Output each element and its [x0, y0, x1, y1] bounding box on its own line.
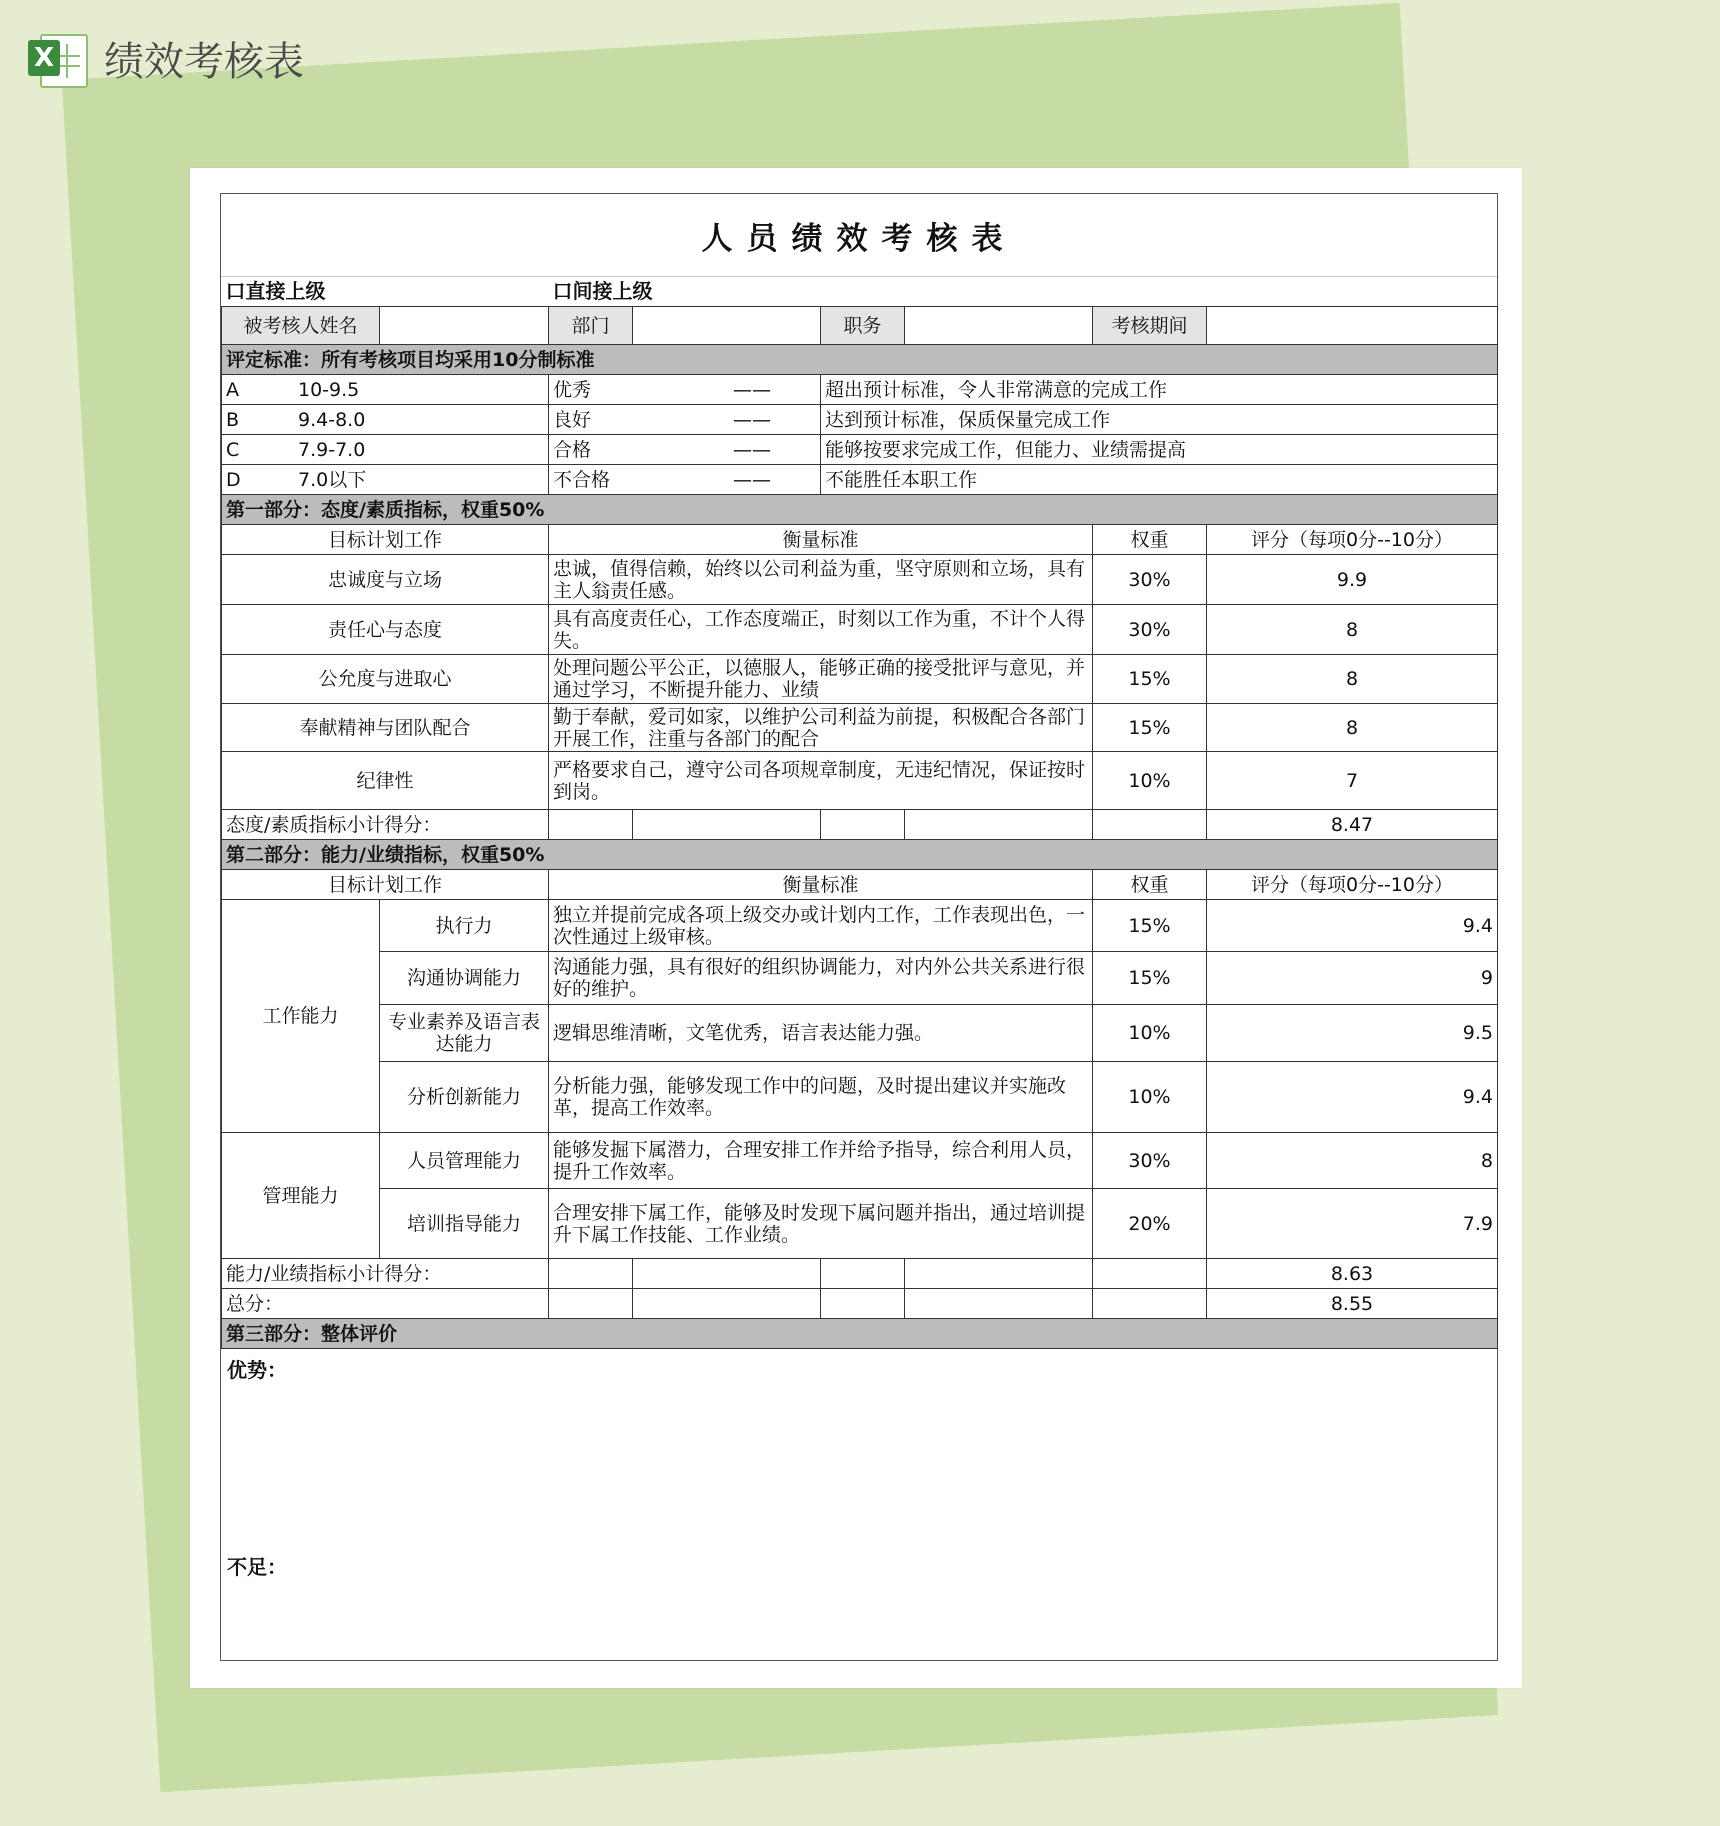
- position-field[interactable]: [905, 307, 1093, 345]
- dept-field[interactable]: [633, 307, 821, 345]
- check-indirect-superior[interactable]: 口间接上级: [552, 279, 653, 303]
- part2-group-management: 管理能力: [222, 1133, 380, 1259]
- grade-desc: 达到预计标准，保质保量完成工作: [821, 405, 1498, 435]
- part2-weight: 10%: [1093, 1062, 1207, 1133]
- part2-row: [222, 1005, 1498, 1062]
- app-header: [28, 26, 304, 90]
- grade-name: 优秀: [553, 378, 592, 401]
- period-field[interactable]: [1207, 307, 1498, 345]
- grade-code: C: [226, 438, 240, 461]
- part2-row: [222, 1062, 1498, 1133]
- part1-standard: 具有高度责任心，工作态度端正，时刻以工作为重，不计个人得失。: [549, 605, 1093, 655]
- part1-subtotal: 8.47: [1207, 810, 1498, 840]
- part1-row: [222, 555, 1498, 605]
- grade-code: A: [226, 378, 239, 401]
- total-score: 8.55: [1207, 1289, 1498, 1319]
- part2-item: 培训指导能力: [380, 1189, 549, 1259]
- part1-col-weight: 权重: [1093, 525, 1207, 555]
- part1-score[interactable]: 9.9: [1207, 555, 1498, 605]
- position-label: 职务: [821, 307, 905, 345]
- grade-row: [222, 435, 1498, 465]
- part1-standard: 忠诚，值得信赖，始终以公司利益为重，坚守原则和立场，具有主人翁责任感。: [549, 555, 1093, 605]
- form-table: [221, 276, 1498, 1349]
- grade-row: [222, 465, 1498, 495]
- part1-row: [222, 752, 1498, 810]
- part1-row: [222, 605, 1498, 655]
- part1-standard: 处理问题公平公正，以德服人，能够正确的接受批评与意见，并通过学习，不断提升能力、业绩: [549, 655, 1093, 704]
- part2-standard: 能够发掘下属潜力，合理安排工作并给予指导，综合利用人员，提升工作效率。: [549, 1133, 1093, 1189]
- grade-name: 良好: [553, 408, 592, 431]
- part1-row: [222, 655, 1498, 704]
- dept-label: 部门: [549, 307, 633, 345]
- part2-item: 沟通协调能力: [380, 952, 549, 1005]
- part2-score[interactable]: 7.9: [1207, 1189, 1498, 1259]
- name-field[interactable]: [380, 307, 549, 345]
- grade-row: [222, 405, 1498, 435]
- part2-score[interactable]: 9: [1207, 952, 1498, 1005]
- weakness-label: 不足：: [227, 1555, 287, 1579]
- part2-subtotal-label: 能力/业绩指标小计得分：: [222, 1259, 549, 1289]
- part3-header: 第三部分：整体评价: [222, 1319, 1498, 1349]
- part2-score[interactable]: 9.5: [1207, 1005, 1498, 1062]
- part2-header: 第二部分：能力/业绩指标，权重50%: [222, 840, 1498, 870]
- part2-item: 专业素养及语言表达能力: [380, 1005, 549, 1062]
- part2-row: [222, 1189, 1498, 1259]
- part1-item: 责任心与态度: [222, 605, 549, 655]
- grade-row: [222, 375, 1498, 405]
- strength-label: 优势：: [227, 1358, 287, 1382]
- part1-score[interactable]: 8: [1207, 605, 1498, 655]
- part1-item: 纪律性: [222, 752, 549, 810]
- excel-icon: X: [28, 30, 86, 86]
- part2-weight: 15%: [1093, 900, 1207, 952]
- part2-item: 分析创新能力: [380, 1062, 549, 1133]
- grade-desc: 不能胜任本职工作: [821, 465, 1498, 495]
- grade-name: 不合格: [553, 468, 611, 491]
- part1-row: [222, 704, 1498, 752]
- form-title: 人员绩效考核表: [701, 220, 1017, 257]
- part1-weight: 10%: [1093, 752, 1207, 810]
- part2-score[interactable]: 9.4: [1207, 900, 1498, 952]
- part1-score[interactable]: 7: [1207, 752, 1498, 810]
- part2-col-weight: 权重: [1093, 870, 1207, 900]
- grade-dash: ——: [733, 378, 771, 401]
- part2-col-standard: 衡量标准: [549, 870, 1093, 900]
- grade-code: B: [226, 408, 240, 431]
- part2-score[interactable]: 8: [1207, 1133, 1498, 1189]
- part1-standard: 勤于奉献，爱司如家，以维护公司利益为前提，积极配合各部门开展工作，注重与各部门的配合: [549, 704, 1093, 752]
- grade-dash: ——: [733, 438, 771, 461]
- grade-range: 7.0以下: [298, 468, 367, 491]
- grade-desc: 超出预计标准，令人非常满意的完成工作: [821, 375, 1498, 405]
- part2-item: 人员管理能力: [380, 1133, 549, 1189]
- part1-weight: 15%: [1093, 655, 1207, 704]
- check-direct-superior[interactable]: 口直接上级: [225, 279, 326, 303]
- part2-item: 执行力: [380, 900, 549, 952]
- part2-weight: 20%: [1093, 1189, 1207, 1259]
- part2-weight: 15%: [1093, 952, 1207, 1005]
- part1-subtotal-label: 态度/素质指标小计得分：: [222, 810, 549, 840]
- part1-score[interactable]: 8: [1207, 655, 1498, 704]
- part2-row: [222, 952, 1498, 1005]
- part2-subtotal: 8.63: [1207, 1259, 1498, 1289]
- grade-desc: 能够按要求完成工作，但能力、业绩需提高: [821, 435, 1498, 465]
- part2-col-score: 评分（每项0分--10分）: [1207, 870, 1498, 900]
- part2-weight: 30%: [1093, 1133, 1207, 1189]
- part1-col-standard: 衡量标准: [549, 525, 1093, 555]
- grade-name: 合格: [553, 438, 592, 461]
- period-label: 考核期间: [1093, 307, 1207, 345]
- name-label: 被考核人姓名: [222, 307, 380, 345]
- app-title: 绩效考核表: [104, 38, 304, 85]
- part2-col-item: 目标计划工作: [222, 870, 549, 900]
- part2-weight: 10%: [1093, 1005, 1207, 1062]
- grade-code: D: [226, 468, 241, 491]
- part1-score[interactable]: 8: [1207, 704, 1498, 752]
- part2-row: [222, 1133, 1498, 1189]
- part1-standard: 严格要求自己，遵守公司各项规章制度，无违纪情况，保证按时到岗。: [549, 752, 1093, 810]
- part2-standard: 合理安排下属工作，能够及时发现下属问题并指出，通过培训提升下属工作技能、工作业绩。: [549, 1189, 1093, 1259]
- grade-dash: ——: [733, 408, 771, 431]
- part1-item: 忠诚度与立场: [222, 555, 549, 605]
- part1-col-score: 评分（每项0分--10分）: [1207, 525, 1498, 555]
- standard-header: 评定标准：所有考核项目均采用10分制标准: [222, 345, 1498, 375]
- part1-col-item: 目标计划工作: [222, 525, 549, 555]
- total-label: 总分：: [222, 1289, 549, 1319]
- part2-standard: 沟通能力强，具有很好的组织协调能力，对内外公共关系进行很好的维护。: [549, 952, 1093, 1005]
- part2-score[interactable]: 9.4: [1207, 1062, 1498, 1133]
- part2-standard: 独立并提前完成各项上级交办或计划内工作，工作表现出色，一次性通过上级审核。: [549, 900, 1093, 952]
- part2-group-work: 工作能力: [222, 900, 380, 1133]
- grade-range: 7.9-7.0: [298, 438, 366, 461]
- part2-standard: 分析能力强，能够发现工作中的问题，及时提出建议并实施改革，提高工作效率。: [549, 1062, 1093, 1133]
- part1-item: 奉献精神与团队配合: [222, 704, 549, 752]
- part1-weight: 15%: [1093, 704, 1207, 752]
- evaluation-form: [220, 193, 1498, 1661]
- part1-weight: 30%: [1093, 605, 1207, 655]
- part1-header: 第一部分：态度/素质指标，权重50%: [222, 495, 1498, 525]
- grade-dash: ——: [733, 468, 771, 491]
- part2-row: [222, 900, 1498, 952]
- part1-item: 公允度与进取心: [222, 655, 549, 704]
- part1-weight: 30%: [1093, 555, 1207, 605]
- grade-range: 10-9.5: [298, 378, 360, 401]
- grade-range: 9.4-8.0: [298, 408, 366, 431]
- part2-standard: 逻辑思维清晰，文笔优秀，语言表达能力强。: [549, 1005, 1093, 1062]
